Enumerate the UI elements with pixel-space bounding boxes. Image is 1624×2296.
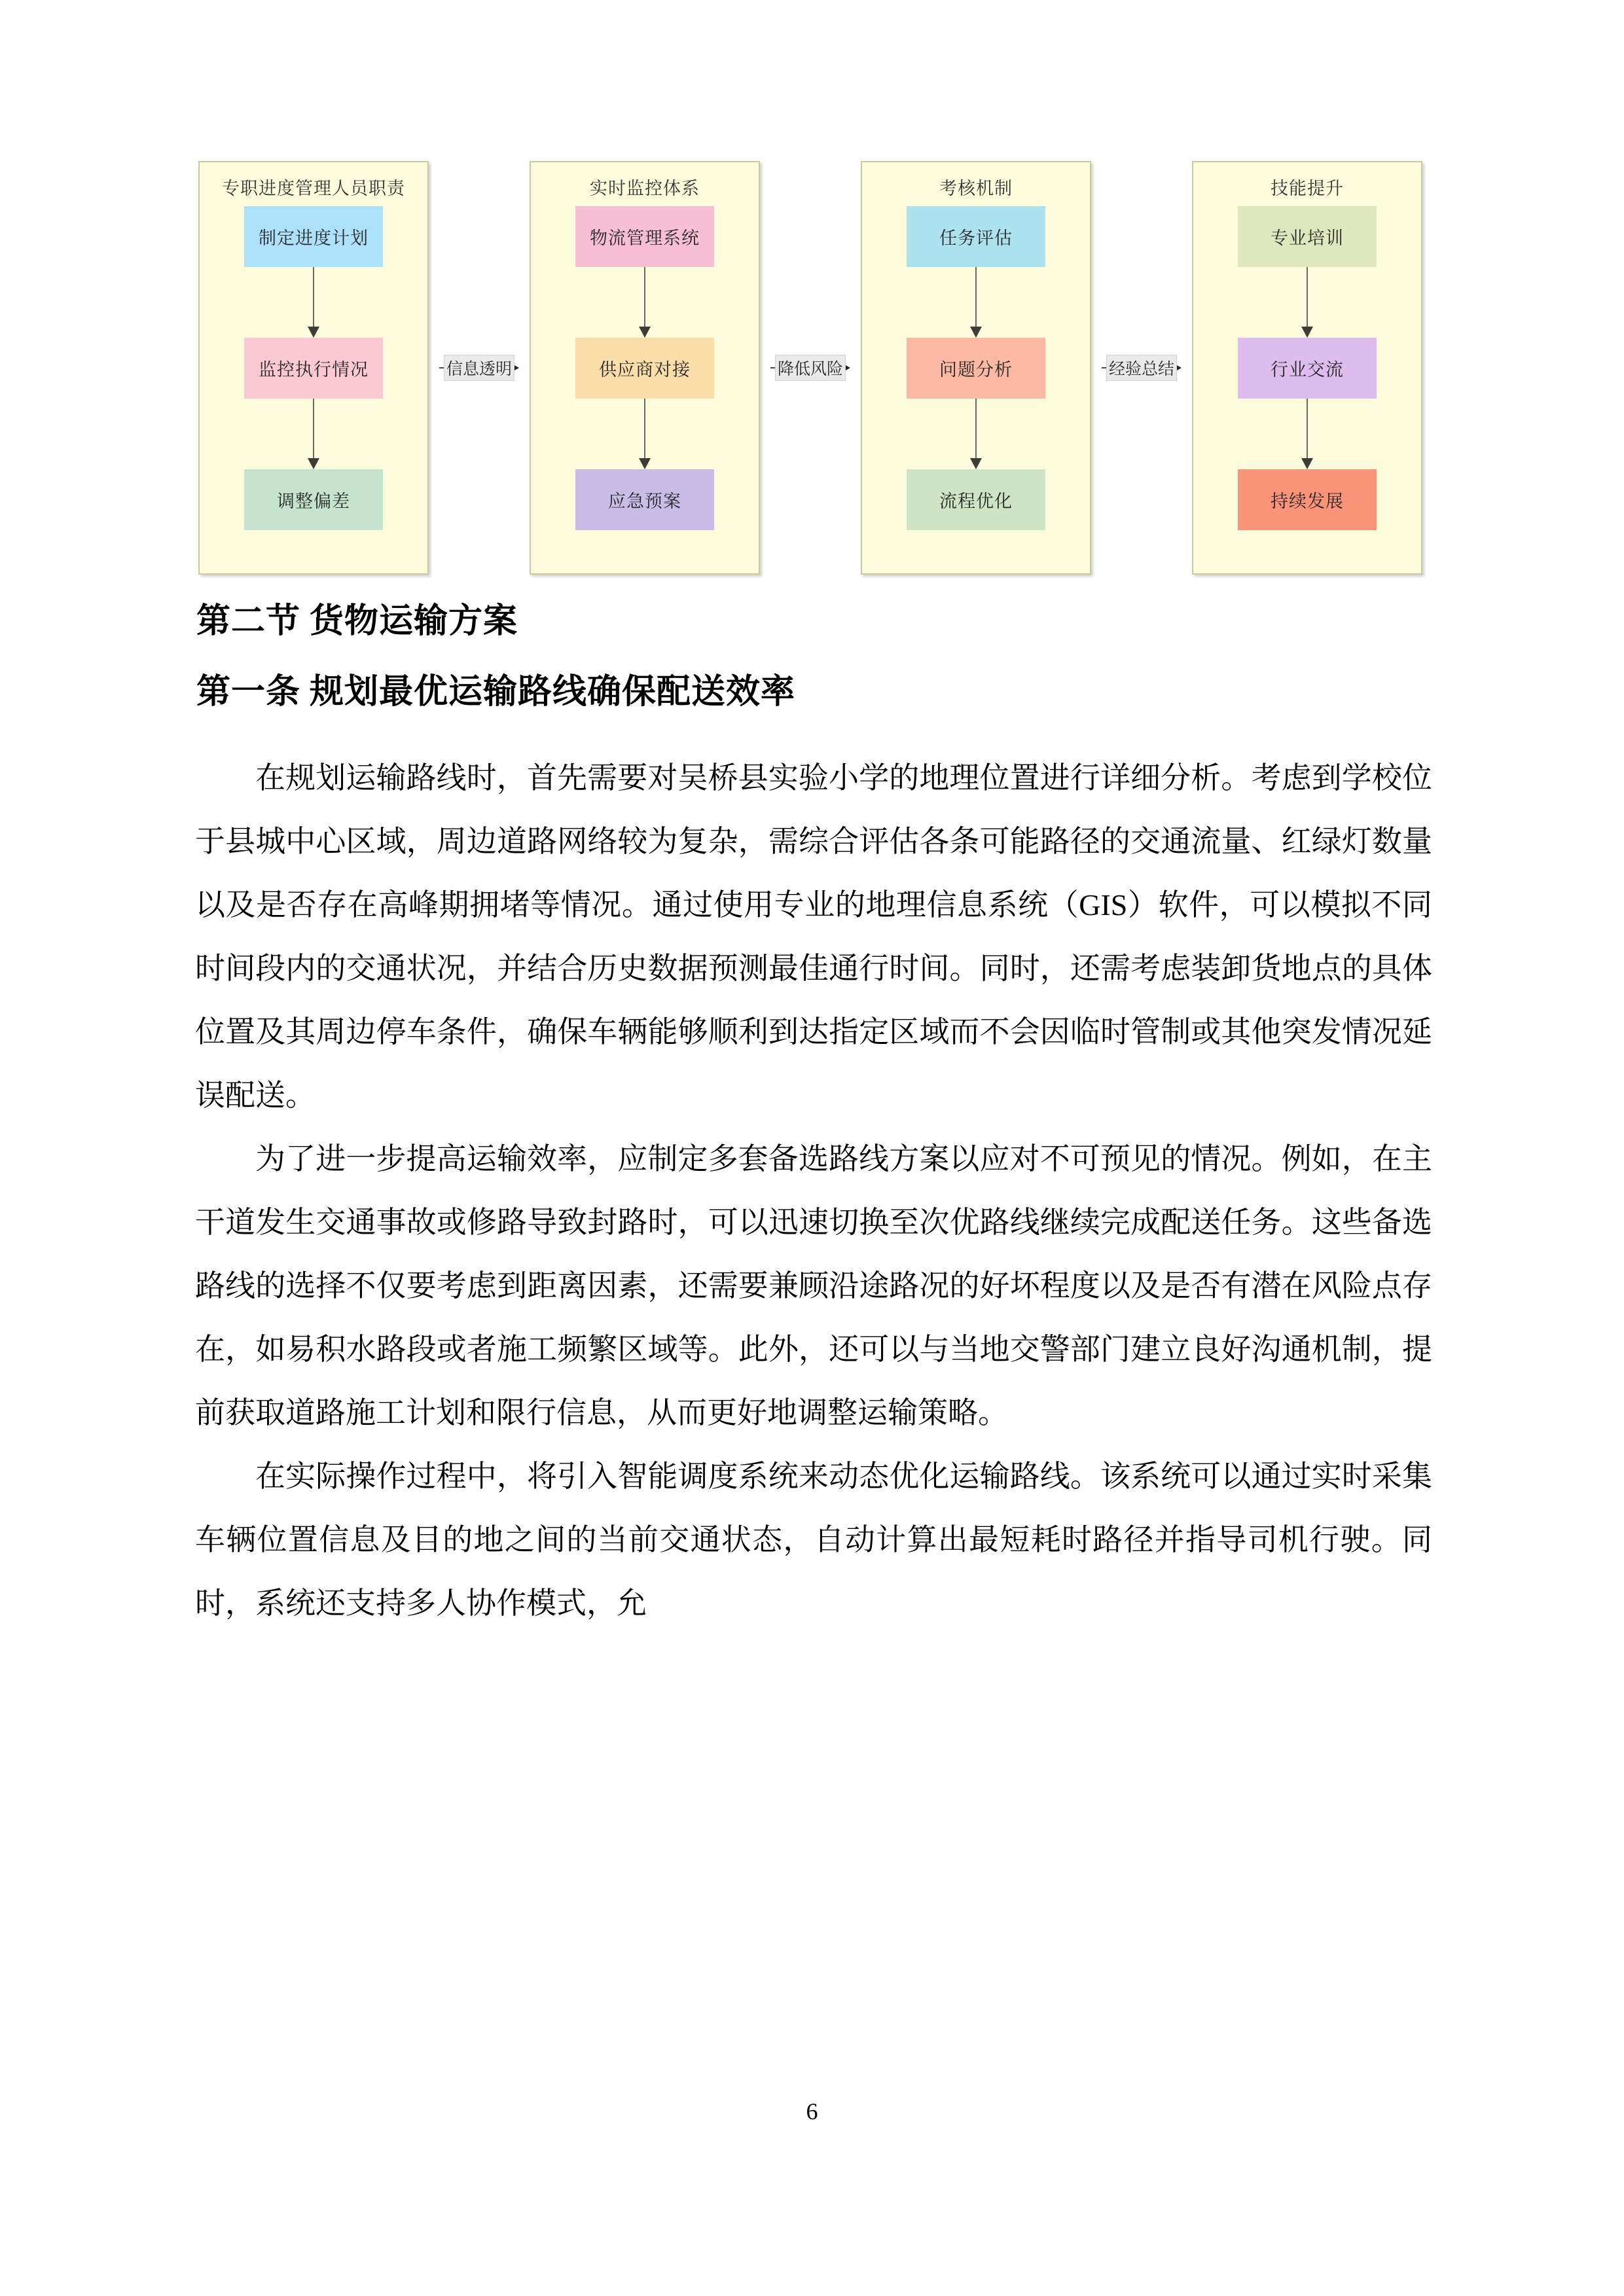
page-number: 6 — [806, 2098, 818, 2125]
diagram-panel-1 — [198, 161, 429, 575]
flow-node: 任务评估 — [907, 206, 1045, 267]
connector-label: 信息透明 — [444, 355, 514, 381]
arrow-down-icon — [907, 267, 1045, 338]
arrow-down-icon — [244, 399, 383, 469]
flow-node: 流程优化 — [907, 469, 1045, 530]
body-text — [195, 746, 1432, 1635]
arrow-down-icon — [907, 399, 1045, 469]
diagram-panel-3 — [861, 161, 1091, 575]
panel-nodes — [200, 206, 427, 573]
panel-nodes — [1193, 206, 1421, 573]
flow-node: 持续发展 — [1238, 469, 1377, 530]
arrow-down-icon — [575, 399, 714, 469]
diagram-panel-2 — [530, 161, 760, 575]
paragraph: 在规划运输路线时，首先需要对吴桥县实验小学的地理位置进行详细分析。考虑到学校位于县城中心区域，周边道路网络较为复杂，需综合评估各条可能路径的交通流量、红绿灯数量以及是否存在高峰期拥堵等情况。通过使用专业的地理信息系统（GIS）软件，可以模拟不同时间段内的交通状况，并结合历史数据预测最佳通行时间。同时，还需考虑装卸货地点的具体位置及其周边停车条件，确保车辆能够顺利到达指定区域而不会因临时管制或其他突发情况延误配送。 — [195, 761, 1432, 1112]
flow-node: 专业培训 — [1238, 206, 1377, 267]
panel-title: 考核机制 — [939, 179, 1013, 198]
panel-title: 技能提升 — [1271, 179, 1344, 198]
panel-nodes — [862, 206, 1090, 573]
section-heading: 第二节 货物运输方案 — [196, 603, 518, 640]
diagram-canvas — [198, 161, 1422, 575]
article-heading: 第一条 规划最优运输路线确保配送效率 — [196, 673, 796, 711]
flow-node: 供应商对接 — [575, 338, 714, 399]
flow-node: 调整偏差 — [244, 469, 383, 530]
connector-arrow-3 — [1102, 347, 1182, 389]
process-flow-diagram — [198, 161, 1422, 575]
connector-arrow-1 — [439, 347, 519, 389]
flow-node: 应急预案 — [575, 469, 714, 530]
flow-node: 问题分析 — [907, 338, 1045, 399]
flow-node: 行业交流 — [1238, 338, 1377, 399]
arrow-down-icon — [1238, 267, 1377, 338]
connector-arrow-2 — [770, 347, 850, 389]
connector-label: 降低风险 — [775, 355, 846, 381]
paragraph: 为了进一步提高运输效率，应制定多套备选路线方案以应对不可预见的情况。例如，在主干道发生交通事故或修路导致封路时，可以迅速切换至次优路线继续完成配送任务。这些备选路线的选择不仅要考虑到距离因素，还需要兼顾沿途路况的好坏程度以及是否有潜在风险点存在，如易积水路段或者施工频繁区域等。此外，还可以与当地交警部门建立良好沟通机制，提前获取道路施工计划和限行信息，从而更好地调整运输策略。 — [195, 1142, 1432, 1429]
flow-node: 制定进度计划 — [244, 206, 383, 267]
panel-title: 专职进度管理人员职责 — [222, 179, 405, 198]
arrow-down-icon — [575, 267, 714, 338]
connector-label: 经验总结 — [1106, 355, 1177, 381]
flow-node: 监控执行情况 — [244, 338, 383, 399]
flow-node: 物流管理系统 — [575, 206, 714, 267]
paragraph: 在实际操作过程中，将引入智能调度系统来动态优化运输路线。该系统可以通过实时采集车辆位置信息及目的地之间的当前交通状态，自动计算出最短耗时路径并指导司机行驶。同时，系统还支持多人协作模式，允 — [195, 1460, 1432, 1620]
arrow-down-icon — [1238, 399, 1377, 469]
diagram-panel-4 — [1192, 161, 1422, 575]
panel-title: 实时监控体系 — [590, 179, 700, 198]
arrow-down-icon — [244, 267, 383, 338]
panel-nodes — [531, 206, 759, 573]
